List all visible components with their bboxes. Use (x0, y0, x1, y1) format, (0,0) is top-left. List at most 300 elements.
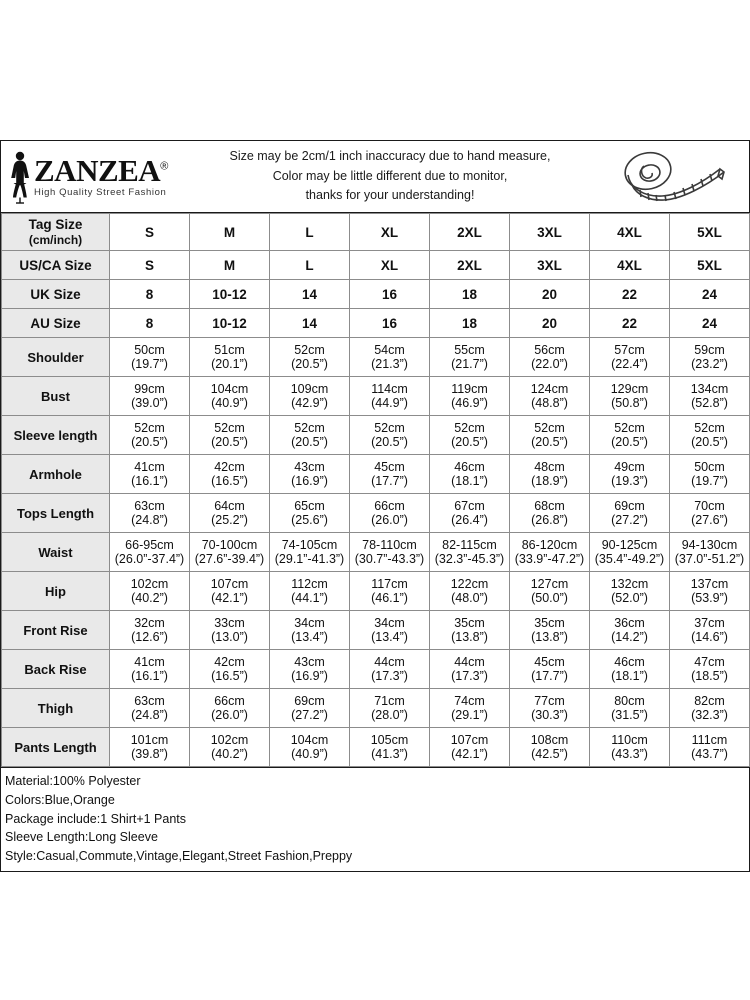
value-inch: (26.8”) (531, 513, 568, 527)
cell-pants-length-xl (350, 728, 430, 767)
cell-front-rise-s (110, 611, 190, 650)
cell-tag-size-xl: XL (350, 214, 430, 251)
cell-tops-length-xl (350, 494, 430, 533)
cell-pants-length-m (190, 728, 270, 767)
cell-thigh-5xl (670, 689, 750, 728)
cell-waist-l (270, 533, 350, 572)
value-cm: 36cm (614, 616, 645, 630)
value-inch: (18.1”) (451, 474, 488, 488)
value-cm: 77cm (534, 694, 565, 708)
value-cm: 47cm (694, 655, 725, 669)
value-inch: (19.3”) (611, 474, 648, 488)
cell-front-rise-4xl (590, 611, 670, 650)
value-cm: 70-100cm (201, 538, 258, 552)
value-cm: 52cm (294, 343, 325, 357)
cell-uk-size-m: 10-12 (190, 280, 270, 309)
cell-us-ca-size-2xl: 2XL (430, 251, 510, 280)
cell-tag-size-5xl: 5XL (670, 214, 750, 251)
value-cm: 110cm (611, 733, 648, 747)
value-inch: (46.9”) (451, 396, 488, 410)
cell-waist-xl (350, 533, 430, 572)
cell-tops-length-3xl (510, 494, 590, 533)
cell-us-ca-size-3xl: 3XL (510, 251, 590, 280)
cell-back-rise-m (190, 650, 270, 689)
table-row-back-rise (2, 650, 750, 689)
value-cm: 69cm (294, 694, 325, 708)
brand-logo (1, 150, 181, 204)
value-inch: (43.7”) (691, 747, 728, 761)
cell-pants-length-5xl (670, 728, 750, 767)
value-cm: 41cm (134, 655, 165, 669)
value-inch: (26.0”-37.4”) (114, 552, 185, 566)
cell-uk-size-s: 8 (110, 280, 190, 309)
cell-tag-size-2xl: 2XL (430, 214, 510, 251)
value-inch: (27.2”) (291, 708, 328, 722)
value-inch: (39.8”) (131, 747, 168, 761)
value-cm: 35cm (454, 616, 485, 630)
cell-bust-5xl (670, 377, 750, 416)
value-inch: (24.8”) (131, 708, 168, 722)
cell-waist-4xl (590, 533, 670, 572)
value-inch: (13.4”) (291, 630, 328, 644)
measurement-notice (181, 147, 599, 205)
value-cm: 82-115cm (442, 538, 497, 552)
value-inch: (43.3”) (611, 747, 648, 761)
value-inch: (40.9”) (211, 396, 248, 410)
value-cm: 127cm (530, 577, 569, 591)
value-cm: 99cm (134, 382, 165, 396)
value-cm: 34cm (294, 616, 325, 630)
cell-bust-l (270, 377, 350, 416)
value-inch: (13.4”) (371, 630, 408, 644)
cell-pants-length-s (110, 728, 190, 767)
value-inch: (50.8”) (611, 396, 648, 410)
value-inch: (13.8”) (451, 630, 488, 644)
cell-thigh-4xl (590, 689, 670, 728)
value-inch: (44.9”) (371, 396, 408, 410)
row-label-shoulder: Shoulder (2, 338, 110, 377)
table-row-front-rise (2, 611, 750, 650)
cell-bust-4xl (590, 377, 670, 416)
value-cm: 52cm (614, 421, 645, 435)
value-cm: 137cm (690, 577, 729, 591)
value-inch: (20.5”) (451, 435, 488, 449)
value-cm: 45cm (534, 655, 565, 669)
value-cm: 34cm (374, 616, 405, 630)
cell-us-ca-size-xl: XL (350, 251, 430, 280)
cell-waist-s (110, 533, 190, 572)
row-label-front-rise: Front Rise (2, 611, 110, 650)
cell-back-rise-3xl (510, 650, 590, 689)
cell-tops-length-4xl (590, 494, 670, 533)
value-cm: 80cm (614, 694, 645, 708)
cell-thigh-s (110, 689, 190, 728)
value-inch: (24.8”) (131, 513, 168, 527)
value-cm: 52cm (374, 421, 405, 435)
value-cm: 59cm (694, 343, 725, 357)
value-inch: (16.9”) (291, 669, 328, 683)
size-table-body (2, 214, 750, 767)
value-inch: (14.2”) (611, 630, 648, 644)
value-cm: 117cm (371, 577, 408, 591)
value-cm: 66cm (214, 694, 245, 708)
cell-shoulder-5xl (670, 338, 750, 377)
cell-au-size-2xl: 18 (430, 309, 510, 338)
value-cm: 74cm (454, 694, 485, 708)
value-inch: (26.4”) (451, 513, 488, 527)
cell-back-rise-xl (350, 650, 430, 689)
cell-thigh-2xl (430, 689, 510, 728)
notice-line-3: thanks for your understanding! (305, 188, 475, 203)
value-inch: (20.5”) (531, 435, 568, 449)
value-inch: (29.1”-41.3”) (274, 552, 345, 566)
value-cm: 71cm (374, 694, 405, 708)
value-cm: 63cm (134, 694, 165, 708)
value-inch: (44.1”) (291, 591, 328, 605)
row-label-tag-size (2, 214, 110, 251)
cell-thigh-xl (350, 689, 430, 728)
cell-hip-s (110, 572, 190, 611)
cell-au-size-4xl: 22 (590, 309, 670, 338)
value-cm: 63cm (134, 499, 165, 513)
value-cm: 70cm (694, 499, 725, 513)
brand-tagline: High Quality Street Fashion (34, 187, 167, 199)
cell-shoulder-m (190, 338, 270, 377)
value-cm: 90-125cm (601, 538, 658, 552)
value-inch: (27.2”) (611, 513, 648, 527)
registered-trademark-icon: ® (160, 160, 168, 173)
row-label-back-rise: Back Rise (2, 650, 110, 689)
cell-armhole-3xl (510, 455, 590, 494)
cell-sleeve-length-l (270, 416, 350, 455)
cell-front-rise-5xl (670, 611, 750, 650)
cell-waist-2xl (430, 533, 510, 572)
cell-uk-size-l: 14 (270, 280, 350, 309)
size-chart-container (0, 140, 750, 872)
value-cm: 51cm (214, 343, 245, 357)
cell-pants-length-2xl (430, 728, 510, 767)
detail-colors: Colors:Blue,Orange (5, 792, 115, 807)
cell-armhole-xl (350, 455, 430, 494)
value-cm: 56cm (534, 343, 565, 357)
row-label-uk-size: UK Size (2, 280, 110, 309)
value-cm: 42cm (214, 460, 245, 474)
value-cm: 52cm (294, 421, 325, 435)
value-inch: (42.9”) (291, 396, 328, 410)
value-cm: 134cm (690, 382, 729, 396)
cell-armhole-s (110, 455, 190, 494)
brand-name-text: ZANZEA (34, 153, 161, 189)
value-inch: (40.2”) (131, 591, 168, 605)
cell-sleeve-length-s (110, 416, 190, 455)
cell-shoulder-3xl (510, 338, 590, 377)
cell-front-rise-3xl (510, 611, 590, 650)
cell-shoulder-s (110, 338, 190, 377)
cell-hip-xl (350, 572, 430, 611)
value-inch: (30.7”-43.3”) (354, 552, 425, 566)
value-inch: (17.3”) (371, 669, 408, 683)
cell-waist-3xl (510, 533, 590, 572)
value-inch: (32.3”-45.3”) (434, 552, 505, 566)
cell-sleeve-length-3xl (510, 416, 590, 455)
value-inch: (20.5”) (291, 435, 328, 449)
value-inch: (20.5”) (211, 435, 248, 449)
value-inch: (20.5”) (611, 435, 648, 449)
value-inch: (17.7”) (371, 474, 408, 488)
value-inch: (12.6”) (131, 630, 168, 644)
cell-bust-3xl (510, 377, 590, 416)
value-cm: 67cm (454, 499, 485, 513)
value-inch: (48.0”) (451, 591, 488, 605)
value-inch: (48.8”) (531, 396, 568, 410)
value-cm: 107cm (210, 577, 249, 591)
cell-bust-xl (350, 377, 430, 416)
cell-hip-5xl (670, 572, 750, 611)
value-cm: 68cm (534, 499, 565, 513)
value-cm: 132cm (610, 577, 649, 591)
value-cm: 32cm (134, 616, 165, 630)
cell-au-size-m: 10-12 (190, 309, 270, 338)
value-cm: 44cm (374, 655, 405, 669)
value-cm: 108cm (530, 733, 569, 747)
notice-line-2: Color may be little different due to monitor, (272, 168, 508, 183)
value-inch: (16.9”) (291, 474, 328, 488)
cell-back-rise-l (270, 650, 350, 689)
cell-armhole-m (190, 455, 270, 494)
value-inch: (32.3”) (691, 708, 728, 722)
row-label-us-ca-size: US/CA Size (2, 251, 110, 280)
cell-au-size-l: 14 (270, 309, 350, 338)
cell-uk-size-3xl: 20 (510, 280, 590, 309)
value-inch: (18.5”) (691, 669, 728, 683)
value-inch: (23.2”) (691, 357, 728, 371)
value-inch: (26.0”) (211, 708, 248, 722)
value-cm: 124cm (530, 382, 569, 396)
value-inch: (20.1”) (211, 357, 248, 371)
row-label-hip: Hip (2, 572, 110, 611)
value-inch: (27.6”) (691, 513, 728, 527)
cell-sleeve-length-m (190, 416, 270, 455)
value-cm: 64cm (214, 499, 245, 513)
table-row-us-ca-size (2, 251, 750, 280)
table-row-armhole (2, 455, 750, 494)
value-inch: (28.0”) (371, 708, 408, 722)
cell-hip-3xl (510, 572, 590, 611)
value-cm: 129cm (610, 382, 649, 396)
value-inch: (35.4”-49.2”) (594, 552, 665, 566)
value-cm: 119cm (451, 382, 488, 396)
value-cm: 48cm (534, 460, 565, 474)
value-cm: 52cm (534, 421, 565, 435)
table-row-pants-length (2, 728, 750, 767)
value-inch: (39.0”) (131, 396, 168, 410)
value-cm: 65cm (294, 499, 325, 513)
table-row-hip (2, 572, 750, 611)
table-row-au-size (2, 309, 750, 338)
cell-pants-length-4xl (590, 728, 670, 767)
value-cm: 82cm (694, 694, 725, 708)
cell-shoulder-l (270, 338, 350, 377)
row-label-thigh: Thigh (2, 689, 110, 728)
value-cm: 114cm (371, 382, 408, 396)
value-inch: (50.0”) (531, 591, 568, 605)
cell-us-ca-size-m: M (190, 251, 270, 280)
value-cm: 78-110cm (362, 538, 417, 552)
value-cm: 122cm (450, 577, 489, 591)
cell-au-size-s: 8 (110, 309, 190, 338)
cell-tops-length-l (270, 494, 350, 533)
value-inch: (22.0”) (531, 357, 568, 371)
value-cm: 69cm (614, 499, 645, 513)
value-cm: 66cm (374, 499, 405, 513)
cell-pants-length-l (270, 728, 350, 767)
row-label-tops-length: Tops Length (2, 494, 110, 533)
table-row-waist (2, 533, 750, 572)
row-label-tag-size-main: Tag Size (28, 217, 83, 233)
value-inch: (41.3”) (371, 747, 408, 761)
cell-tops-length-5xl (670, 494, 750, 533)
value-cm: 52cm (694, 421, 725, 435)
table-row-uk-size (2, 280, 750, 309)
row-label-bust: Bust (2, 377, 110, 416)
cell-tops-length-2xl (430, 494, 510, 533)
value-cm: 101cm (130, 733, 169, 747)
cell-back-rise-2xl (430, 650, 510, 689)
cell-uk-size-xl: 16 (350, 280, 430, 309)
table-row-thigh (2, 689, 750, 728)
value-cm: 94-130cm (681, 538, 738, 552)
cell-waist-m (190, 533, 270, 572)
row-label-au-size: AU Size (2, 309, 110, 338)
value-inch: (46.1”) (371, 591, 408, 605)
cell-back-rise-s (110, 650, 190, 689)
cell-back-rise-5xl (670, 650, 750, 689)
value-cm: 37cm (694, 616, 725, 630)
chart-header (1, 141, 749, 213)
value-inch: (27.6”-39.4”) (194, 552, 265, 566)
value-cm: 54cm (374, 343, 405, 357)
value-cm: 74-105cm (281, 538, 338, 552)
woman-silhouette-icon (7, 150, 33, 204)
value-inch: (31.5”) (611, 708, 648, 722)
cell-tops-length-m (190, 494, 270, 533)
value-cm: 46cm (454, 460, 485, 474)
cell-front-rise-m (190, 611, 270, 650)
cell-thigh-l (270, 689, 350, 728)
value-inch: (20.5”) (291, 357, 328, 371)
cell-bust-m (190, 377, 270, 416)
value-inch: (13.8”) (531, 630, 568, 644)
detail-material: Material:100% Polyester (5, 774, 141, 788)
cell-shoulder-2xl (430, 338, 510, 377)
table-row-tops-length (2, 494, 750, 533)
value-cm: 50cm (134, 343, 165, 357)
value-cm: 111cm (691, 733, 728, 747)
value-inch: (16.1”) (131, 474, 168, 488)
value-inch: (16.5”) (211, 669, 248, 683)
cell-front-rise-xl (350, 611, 430, 650)
value-cm: 102cm (210, 733, 249, 747)
value-cm: 52cm (214, 421, 245, 435)
value-inch: (13.0”) (211, 630, 248, 644)
value-cm: 43cm (294, 460, 325, 474)
value-inch: (33.9”-47.2”) (514, 552, 585, 566)
value-inch: (17.3”) (451, 669, 488, 683)
detail-package: Package include:1 Shirt+1 Pants (5, 811, 187, 826)
value-inch: (52.0”) (611, 591, 648, 605)
value-inch: (30.3”) (531, 708, 568, 722)
cell-armhole-2xl (430, 455, 510, 494)
notice-line-1: Size may be 2cm/1 inch inaccuracy due to hand measure, (229, 149, 551, 164)
value-cm: 52cm (134, 421, 165, 435)
table-row-sleeve-length (2, 416, 750, 455)
cell-shoulder-xl (350, 338, 430, 377)
cell-sleeve-length-5xl (670, 416, 750, 455)
cell-thigh-m (190, 689, 270, 728)
cell-hip-l (270, 572, 350, 611)
cell-hip-4xl (590, 572, 670, 611)
cell-us-ca-size-5xl: 5XL (670, 251, 750, 280)
value-cm: 46cm (614, 655, 645, 669)
cell-uk-size-2xl: 18 (430, 280, 510, 309)
value-inch: (14.6”) (691, 630, 728, 644)
cell-us-ca-size-4xl: 4XL (590, 251, 670, 280)
value-inch: (42.1”) (451, 747, 488, 761)
table-row-shoulder (2, 338, 750, 377)
row-label-armhole: Armhole (2, 455, 110, 494)
value-inch: (19.7”) (131, 357, 168, 371)
value-inch: (22.4”) (611, 357, 648, 371)
row-label-tag-size-unit: (cm/inch) (28, 232, 83, 247)
value-cm: 109cm (290, 382, 329, 396)
value-inch: (18.9”) (531, 474, 568, 488)
table-row-bust (2, 377, 750, 416)
cell-hip-m (190, 572, 270, 611)
value-inch: (26.0”) (371, 513, 408, 527)
table-row-tag-size (2, 214, 750, 251)
value-cm: 105cm (370, 733, 409, 747)
cell-tag-size-m: M (190, 214, 270, 251)
value-cm: 45cm (374, 460, 405, 474)
cell-front-rise-2xl (430, 611, 510, 650)
value-inch: (40.9”) (291, 747, 328, 761)
row-label-waist: Waist (2, 533, 110, 572)
value-inch: (40.2”) (211, 747, 248, 761)
measuring-tape-icon (599, 147, 749, 207)
value-cm: 102cm (130, 577, 169, 591)
cell-bust-2xl (430, 377, 510, 416)
value-cm: 44cm (454, 655, 485, 669)
detail-style: Style:Casual,Commute,Vintage,Elegant,Street Fashion,Preppy (5, 849, 353, 863)
cell-bust-s (110, 377, 190, 416)
value-inch: (42.5”) (531, 747, 568, 761)
cell-sleeve-length-4xl (590, 416, 670, 455)
cell-armhole-5xl (670, 455, 750, 494)
row-label-sleeve-length: Sleeve length (2, 416, 110, 455)
cell-tag-size-l: L (270, 214, 350, 251)
value-cm: 50cm (694, 460, 725, 474)
cell-sleeve-length-2xl (430, 416, 510, 455)
value-cm: 42cm (214, 655, 245, 669)
value-inch: (42.1”) (211, 591, 248, 605)
cell-tag-size-4xl: 4XL (590, 214, 670, 251)
cell-pants-length-3xl (510, 728, 590, 767)
cell-waist-5xl (670, 533, 750, 572)
cell-au-size-3xl: 20 (510, 309, 590, 338)
value-cm: 55cm (454, 343, 485, 357)
cell-tag-size-3xl: 3XL (510, 214, 590, 251)
value-inch: (21.3”) (371, 357, 408, 371)
